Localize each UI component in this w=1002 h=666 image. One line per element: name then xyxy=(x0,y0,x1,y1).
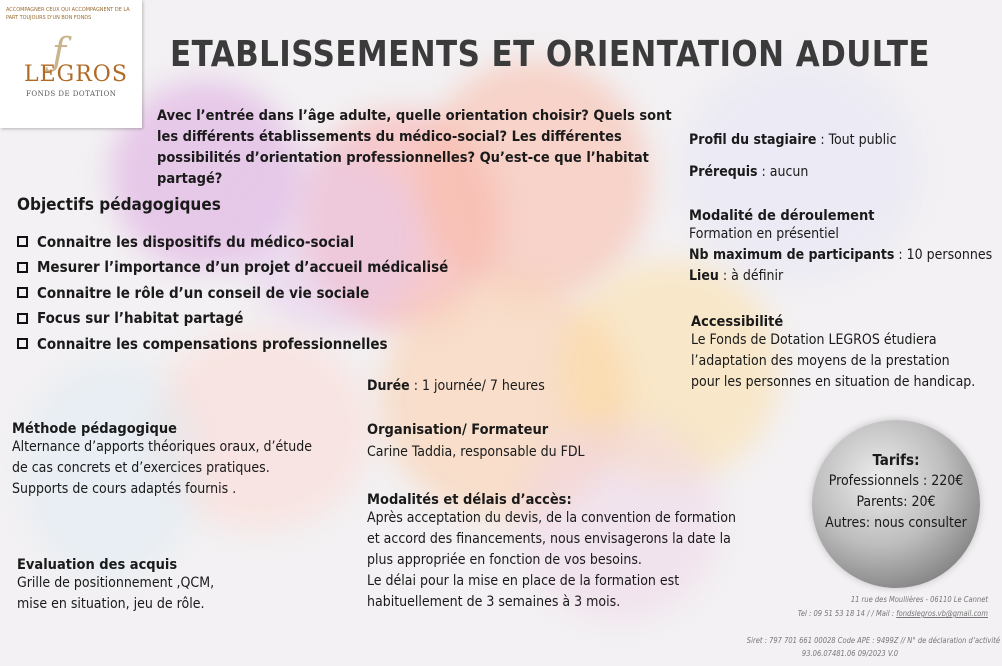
logo-name: LEGROS xyxy=(24,62,128,87)
objective-label: Connaitre le rôle d’un conseil de vie sociale xyxy=(37,283,370,302)
access-line: plus appropriée en fonction de vos besoins. xyxy=(367,552,642,568)
profile-label: Profil du stagiaire xyxy=(689,132,817,148)
organisation-text: Carine Taddia, responsable du FDL xyxy=(367,444,585,460)
organisation-section xyxy=(367,422,585,463)
profile xyxy=(689,130,897,151)
access-line: et accord des financements, nous envisagerons la date la xyxy=(367,531,731,547)
tarif-line: Parents: 20€ xyxy=(856,494,936,510)
evaluation-title: Evaluation des acquis xyxy=(17,557,178,573)
access-section xyxy=(367,492,736,613)
access-line: habituellement de 3 semaines à 3 mois. xyxy=(367,594,621,610)
objectives-list xyxy=(17,229,448,357)
logo-tagline: ACCOMPAGNER CEUX QUI ACCOMPAGNENT DE LA PART TOUJOURS D'UN BON FONDS xyxy=(6,7,130,21)
accessibility-line: Le Fonds de Dotation LEGROS étudiera xyxy=(691,332,937,348)
list-item xyxy=(17,331,448,357)
profile-value: : Tout public xyxy=(816,132,897,148)
max-participants-label: Nb maximum de participants xyxy=(689,247,895,263)
footer-contact xyxy=(688,593,988,621)
intro-text: Avec l’entrée dans l’âge adulte, quelle orientation choisir? Quels sont les différents établissements du médico-social? Les différentes possibilités d’orientation professionnelles? Qu’est-ce que l’habitat partagé? xyxy=(157,108,672,187)
footer-legal xyxy=(640,634,1000,660)
checkbox-icon xyxy=(17,262,28,273)
list-item xyxy=(17,280,448,306)
duration-value: : 1 journée/ 7 heures xyxy=(409,378,545,394)
footer-phone: Tel : 09 51 53 18 14 / / Mail : xyxy=(797,609,897,618)
footer-email-link[interactable]: fondslegros.vb@gmail.com xyxy=(896,609,988,618)
duration xyxy=(367,376,545,397)
accessibility-line: l’adaptation des moyens de la prestation xyxy=(691,353,950,369)
checkbox-icon xyxy=(17,236,28,247)
accessibility-title: Accessibilité xyxy=(691,314,784,330)
evaluation-section xyxy=(17,557,214,615)
method-line: de cas concrets et d’exercices pratiques. xyxy=(12,460,270,476)
modality-title: Modalité de déroulement xyxy=(689,208,875,224)
access-line: Après acceptation du devis, de la convention de formation xyxy=(367,510,736,526)
prereq-value: : aucun xyxy=(757,164,809,180)
place-label: Lieu xyxy=(689,268,719,284)
access-title: Modalités et délais d’accès: xyxy=(367,492,572,508)
method-title: Méthode pédagogique xyxy=(12,421,177,437)
list-item xyxy=(17,255,448,281)
method-line: Supports de cours adaptés fournis . xyxy=(12,481,237,497)
prereq-label: Prérequis xyxy=(689,164,758,180)
tarif-line: Professionnels : 220€ xyxy=(828,473,964,489)
organisation-title: Organisation/ Formateur xyxy=(367,422,549,438)
modality-value: Formation en présentiel xyxy=(689,226,839,242)
method-section xyxy=(12,421,312,500)
page-title: ETABLISSEMENTS ET ORIENTATION ADULTE xyxy=(170,34,930,75)
logo xyxy=(0,0,142,128)
footer-siret: Siret : 797 701 661 00028 Code APE : 9499Z // N° de déclaration d’activité xyxy=(746,636,1000,645)
place-value: : à définir xyxy=(718,268,784,284)
objective-label: Connaitre les compensations professionnelles xyxy=(37,334,388,353)
logo-subtitle: FONDS DE DOTATION xyxy=(26,90,117,98)
objective-label: Focus sur l’habitat partagé xyxy=(37,309,244,328)
checkbox-icon xyxy=(17,287,28,298)
accessibility-section xyxy=(691,314,975,393)
objective-label: Mesurer l’importance d’un projet d’accueil médicalisé xyxy=(37,258,449,277)
method-line: Alternance d’apports théoriques oraux, d’étude xyxy=(12,439,312,455)
tarif-line: Autres: nous consulter xyxy=(825,515,967,531)
max-participants-value: : 10 personnes xyxy=(894,247,993,263)
footer-address: 11 rue des Moullières - 06110 Le Cannet xyxy=(850,595,988,604)
modality-section xyxy=(689,208,992,287)
prerequisites xyxy=(689,162,808,183)
list-item xyxy=(17,306,448,332)
checkbox-icon xyxy=(17,313,28,324)
list-item xyxy=(17,229,448,255)
tarifs-text xyxy=(812,450,980,534)
logo-figure-icon: ƒ xyxy=(52,30,67,74)
accessibility-line: pour les personnes en situation de handicap. xyxy=(691,374,976,390)
footer-declaration: 93.06.07481.06 09/2023 V.0 xyxy=(801,649,899,658)
evaluation-line: Grille de positionnement ,QCM, xyxy=(17,575,215,591)
duration-label: Durée xyxy=(367,378,410,394)
access-line: Le délai pour la mise en place de la formation est xyxy=(367,573,680,589)
tarifs-title: Tarifs: xyxy=(872,451,920,469)
objectives-title: Objectifs pédagogiques xyxy=(17,195,221,215)
evaluation-line: mise en situation, jeu de rôle. xyxy=(17,596,205,612)
objective-label: Connaitre les dispositifs du médico-social xyxy=(37,232,355,251)
checkbox-icon xyxy=(17,338,28,349)
